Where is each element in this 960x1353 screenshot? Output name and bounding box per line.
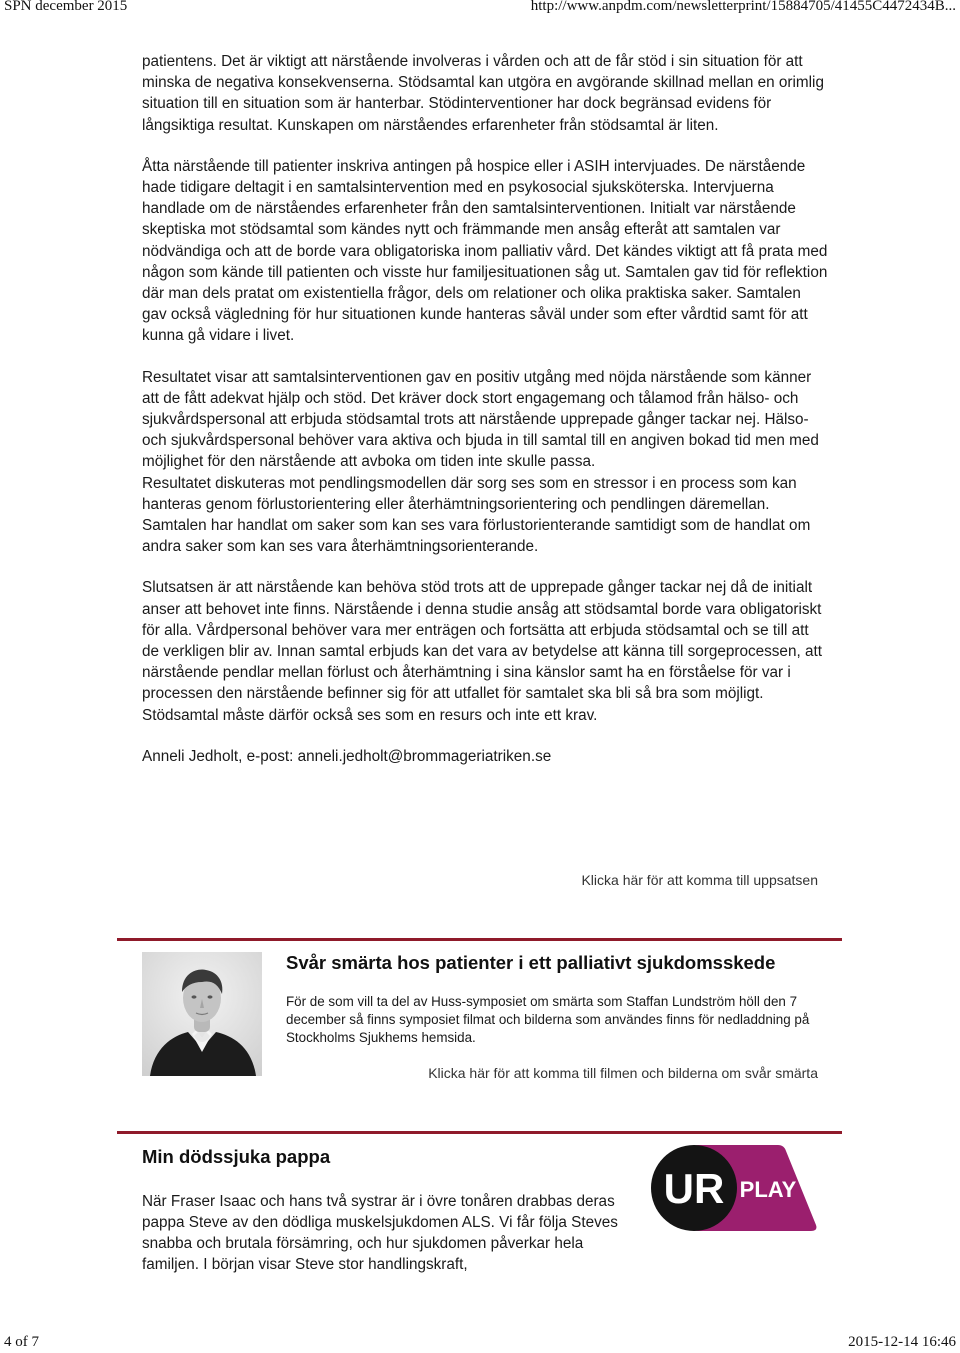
article-paragraph: Resultatet visar att samtalsinterventionen gav en positiv utgång med nöjda närstående som känner att de fått adekvat hjälp och stöd. Det kräver dock stort engagemang och tålamod från hälso- och sjukvårdspersonal att erbjuda stödsamtal trots att närstående upprepade gånger tackar nej. Hälso- och sjukvårdspersonal behöver vara aktiva och bjuda in till samtal till en angiven bokad tid men med möjlighet för den närstående att avboka om tiden inte skulle passa. bbox=[142, 368, 819, 471]
section-title: Svår smärta hos patienter i ett palliativt sjukdomsskede bbox=[286, 952, 776, 973]
section-body: När Fraser Isaac och hans två systrar är i övre tonåren drabbas deras pappa Steve av den dödliga muskelsjukdomen ALS. Vi får följa Steves snabba och brutala försämring, och hur sjukdomen påverkar hela familjen. I början visar Steve stor handlingskraft, bbox=[142, 1193, 618, 1273]
article-paragraph: Åtta närstående till patienter inskriva antingen på hospice eller i ASIH intervjuades. De närstående hade tidigare deltagit i en samtalsintervention med en psykosocial sjuksköterska. Intervjuerna handlade om de närståendes erfarenheter från den samtalsinterventionen. Initialt var närstående skeptiska mot stödsamtal som kändes nytt och främmande men ansåg efteråt att samtalen var nödvändiga och att de borde vara obligatoriska inom palliativ vård. Det kändes viktigt att få prata med någon som kände till patienten och visste hur familjesituationen såg ut. Samtalen gav tid för reflektion där man dels pratat om existentiella frågor, dels om relationer och olika praktiska saker. Samtalen gav också vägledning för hur situationen kunde hanteras såväl under som efter vårdtid samt för att kunna gå vidare i livet. bbox=[142, 157, 828, 345]
section-title: Min dödssjuka pappa bbox=[142, 1146, 331, 1167]
read-pain-symposium-link[interactable]: Klicka här för att komma till filmen och bilderna om svår smärta bbox=[428, 1065, 818, 1081]
article-body bbox=[142, 53, 828, 787]
article-paragraph: Resultatet diskuteras mot pendlingsmodellen där sorg ses som en stressor i en process som kan hanteras genom förlustorientering eller återhämtningsorientering och pendlingen däremellan. Samtalen har handlat om saker som kan ses vara förlustorienterande samtidigt som de handlat om andra saker som kan ses vara återhämtningsorienterande. bbox=[142, 474, 811, 556]
logo-play-text: PLAY bbox=[739, 1177, 797, 1202]
author-signature: Anneli Jedholt, e-post: anneli.jedholt@brommageriatriken.se bbox=[142, 747, 552, 765]
print-header-title: SPN december 2015 bbox=[4, 0, 128, 14]
article-paragraph: patientens. Det är viktigt att närstående involveras i vården och att de får stöd i sin situation för att minska de negativa konsekvenserna. Stödsamtal kan utgöra en avgörande skillnad mellan en orimlig situation till en situation som är hanterbar. Stödinterventioner har dock begränsad evidens för långsiktiga resultat. Kunskapen om närståendes erfarenheter från stödsamtal är liten. bbox=[142, 53, 824, 134]
print-footer bbox=[0, 1336, 960, 1353]
logo-ur-text: UR bbox=[663, 1165, 725, 1212]
ur-play-logo[interactable] bbox=[648, 1143, 823, 1233]
section-divider bbox=[117, 1131, 842, 1134]
read-essay-link[interactable]: Klicka här för att komma till uppsatsen bbox=[581, 872, 818, 888]
section-body: För de som vill ta del av Huss-symposiet om smärta som Staffan Lundström höll den 7 december så finns symposiet filmat och bilderna som användes finns för nedladdning på Stockholms Sjukhems hemsida. bbox=[286, 994, 810, 1046]
print-timestamp: 2015-12-14 16:46 bbox=[848, 1334, 956, 1350]
print-header bbox=[0, 0, 960, 20]
section-divider bbox=[117, 938, 842, 941]
print-header-url: http://www.anpdm.com/newsletterprint/15884705/41455C4472434B... bbox=[530, 0, 956, 14]
portrait-image bbox=[142, 952, 262, 1076]
ur-play-logo-icon bbox=[648, 1143, 823, 1233]
article-paragraph: Slutsatsen är att närstående kan behöva stöd trots att de upprepade gånger tackar nej då de initialt anser att behovet inte finns. Närstående i denna studie ansåg att stödsamtal borde vara obligatoriskt för alla. Vårdpersonal behöver vara mer enträgen och fortsätta att erbjuda stödsamtal och se till att de verkligen blir av. Innan samtal erbjuds kan det vara av betydelse att känna till sorgeprocessen, att närstående pendlar mellan förlust och återhämtning i sina känslor samt ha en förståelse för var i processen den närstående befinner sig för att utfallet för samtalet ska bli så bra som möjligt. Stödsamtal måste därför också ses som en resurs och inte ett krav. bbox=[142, 579, 822, 724]
page-counter: 4 of 7 bbox=[4, 1334, 39, 1350]
portrait-icon bbox=[142, 952, 262, 1076]
